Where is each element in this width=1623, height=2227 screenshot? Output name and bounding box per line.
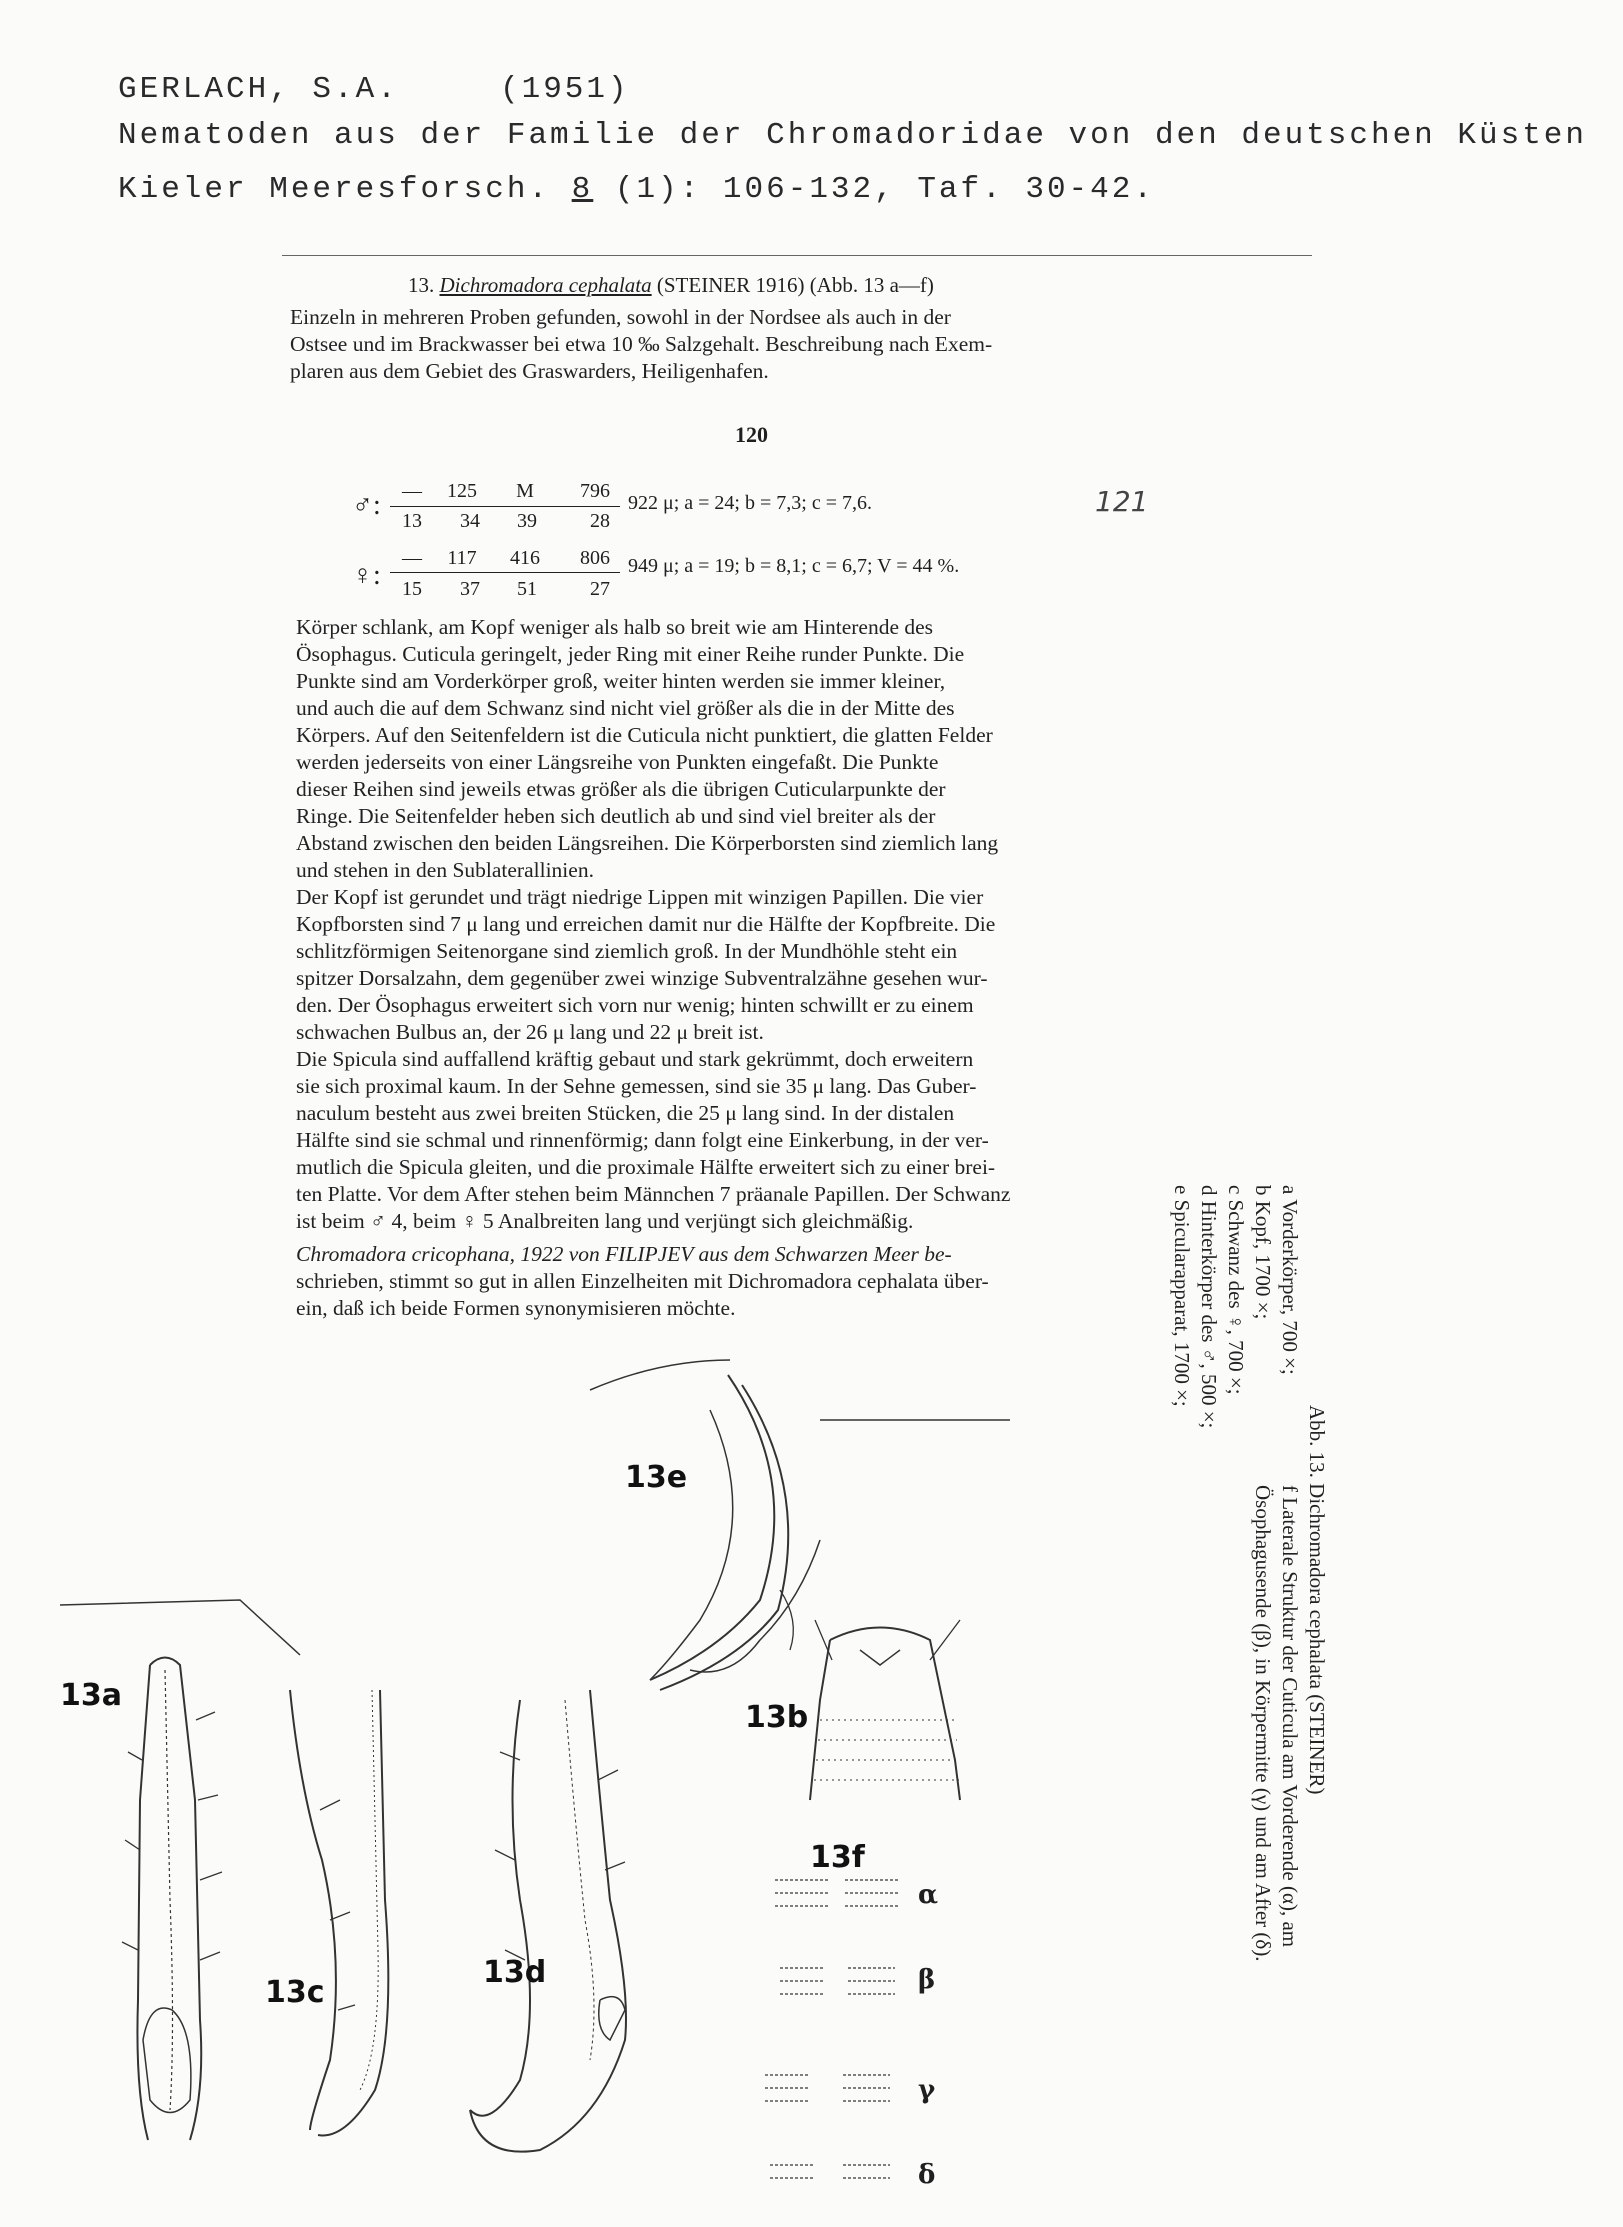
body-line: sie sich proximal kaum. In der Sehne gemessen, sind sie 35 μ lang. Das Guber- (296, 1074, 977, 1098)
female-symbol: ♀: (352, 560, 381, 591)
greek-label-beta: β (918, 1965, 936, 1995)
formula-cell: 39 (517, 510, 537, 532)
journal-name: Kieler Meeresforsch. (118, 172, 551, 207)
formula-cell: 796 (580, 480, 610, 502)
figure-13a-drawing (122, 1658, 222, 2141)
figure-label-13a: 13a (60, 1678, 122, 1713)
formula-cell: — (402, 480, 422, 502)
synonymy-line: Chromadora cricophana, 1922 von FILIPJEV aus dem Schwarzen Meer be- (296, 1242, 952, 1266)
figure-label-13e: 13e (625, 1460, 688, 1495)
body-line: Kopfborsten sind 7 μ lang und erreichen damit nur die Hälfte der Kopfbreite. Die (296, 912, 996, 936)
formula-cell: 37 (460, 578, 480, 600)
body-line: schlitzförmigen Seitenorgane sind ziemlich groß. In der Mundhöhle steht ein (296, 939, 958, 963)
synonymy-line: schrieben, stimmt so gut in allen Einzelheiten mit Dichromadora cephalata über- (296, 1269, 989, 1293)
body-line: Körper schlank, am Kopf weniger als halb so breit wie am Hinterende des (296, 615, 934, 639)
body-line: Körpers. Auf den Seitenfeldern ist die Cuticula nicht punktiert, die glatten Felder (296, 723, 993, 747)
body-line: Ringe. Die Seitenfelder heben sich deutlich ab und sind viel breiter als der (296, 804, 936, 828)
formula-cell: 51 (517, 578, 537, 600)
body-line: spitzer Dorsalzahn, dem gegenüber zwei winzige Subventralzähne gesehen wur- (296, 966, 988, 990)
formula-cell: 117 (447, 547, 477, 569)
caption-item: b Kopf, 1700 ×; (1251, 1185, 1275, 1320)
body-line: ten Platte. Vor dem After stehen beim Männchen 7 präanale Papillen. Der Schwanz (296, 1182, 1011, 1206)
formula-cell: M (516, 480, 534, 502)
formula-cell: 416 (510, 547, 540, 569)
page-number: 120 (735, 422, 768, 447)
caption-item: c Schwanz des ♀, 700 ×; (1224, 1185, 1248, 1395)
handwritten-page-note: 121 (1095, 485, 1149, 518)
formula-cell: — (402, 547, 422, 569)
synonymy-line: ein, daß ich beide Formen synonymisieren möchte. (296, 1296, 736, 1320)
formula-cell: 13 (402, 510, 422, 532)
male-symbol: ♂: (352, 490, 381, 521)
journal-pages: (1): 106-132, Taf. 30-42. (614, 172, 1155, 207)
body-line: Abstand zwischen den beiden Längsreihen. Die Körperborsten sind ziemlich lang (296, 831, 999, 855)
figure-label-13f: 13f (810, 1840, 865, 1875)
caption-item: a Vorderkörper, 700 ×; (1278, 1185, 1302, 1375)
citation-authors: GERLACH, S.A. (118, 72, 399, 107)
caption-item: d Hinterkörper des ♂, 500 ×; (1197, 1185, 1221, 1429)
formula-cell: 27 (590, 578, 610, 600)
caption-item: e Spicularapparat, 1700 ×; (1170, 1185, 1194, 1407)
journal-volume: 8 (571, 172, 594, 207)
figure-13f-drawing (765, 1880, 900, 2178)
formula-cell: 806 (580, 547, 610, 569)
figure-13d-drawing (470, 1690, 626, 2152)
intro-line: Ostsee und im Brackwasser bei etwa 10 ‰ Salzgehalt. Beschreibung nach Exem- (290, 332, 993, 356)
formula-cell: 15 (402, 578, 422, 600)
figure-label-13b: 13b (745, 1700, 809, 1735)
male-measurements: 922 μ; a = 24; b = 7,3; c = 7,6. (628, 492, 872, 514)
figure-13b-drawing (810, 1620, 960, 1800)
species-number: 13. (408, 273, 435, 297)
body-line: mutlich die Spicula gleiten, und die proximale Hälfte erweitert sich zu einer brei- (296, 1155, 996, 1179)
caption-item: f Laterale Struktur der Cuticula am Vorderende (α), am Ösophagusende (β), in Körpermitte (γ) und am After (δ). (1251, 1485, 1302, 1962)
body-line: dieser Reihen sind jeweils etwas größer als die übrigen Cuticularpunkte der (296, 777, 946, 801)
intro-line: plaren aus dem Gebiet des Graswarders, Heiligenhafen. (290, 359, 769, 383)
citation-year: (1951) (500, 72, 630, 107)
body-line: ist beim ♂ 4, beim ♀ 5 Analbreiten lang und verjüngt sich gleichmäßig. (296, 1209, 914, 1233)
female-measurements: 949 μ; a = 19; b = 8,1; c = 6,7; V = 44 %. (628, 555, 960, 577)
body-line: schwachen Bulbus an, der 26 μ lang und 22 μ breit ist. (296, 1020, 764, 1044)
species-name: Dichromadora cephalata (439, 273, 652, 297)
body-line: Der Kopf ist gerundet und trägt niedrige Lippen mit winzigen Papillen. Die vier (296, 885, 984, 909)
formula-cell: 28 (590, 510, 610, 532)
body-line: und auch die auf dem Schwanz sind nicht viel größer als die in der Mitte des (296, 696, 955, 720)
body-line: naculum besteht aus zwei breiten Stücken, die 25 μ lang sind. In der distalen (296, 1101, 955, 1125)
intro-line: Einzeln in mehreren Proben gefunden, sowohl in der Nordsee als auch in der (290, 305, 951, 329)
body-line: und stehen in den Sublaterallinien. (296, 858, 594, 882)
species-authority: (STEINER 1916) (Abb. 13 a—f) (656, 273, 934, 297)
citation-title: Nematoden aus der Familie der Chromadoridae von den deutschen Küsten (118, 118, 1588, 153)
body-line: Punkte sind am Vorderkörper groß, weiter hinten werden sie immer kleiner, (296, 669, 946, 693)
figure-label-13c: 13c (265, 1975, 325, 2010)
formula-cell: 125 (447, 480, 477, 502)
greek-label-gamma: γ (918, 2075, 936, 2105)
caption-title: Abb. 13. Dichromadora cephalata (STEINER) (1305, 1405, 1329, 1795)
figure-label-13d: 13d (483, 1955, 547, 1990)
body-line: Die Spicula sind auffallend kräftig gebaut und stark gekrümmt, doch erweitern (296, 1047, 974, 1071)
body-line: Ösophagus. Cuticula geringelt, jeder Ring mit einer Reihe runder Punkte. Die (296, 642, 965, 666)
figure-13e-drawing (650, 1375, 820, 1690)
greek-label-alpha: α (918, 1880, 939, 1910)
formula-cell: 34 (460, 510, 480, 532)
figure-13c-drawing (290, 1690, 388, 2135)
body-line: den. Der Ösophagus erweitert sich vorn nur wenig; hinten schwillt er zu einem (296, 993, 974, 1017)
greek-label-delta: δ (918, 2160, 936, 2190)
body-line: Hälfte sind sie schmal und rinnenförmig; dann folgt eine Einkerbung, in der ver- (296, 1128, 989, 1152)
body-line: werden jederseits von einer Längsreihe von Punkten eingefaßt. Die Punkte (296, 750, 939, 774)
